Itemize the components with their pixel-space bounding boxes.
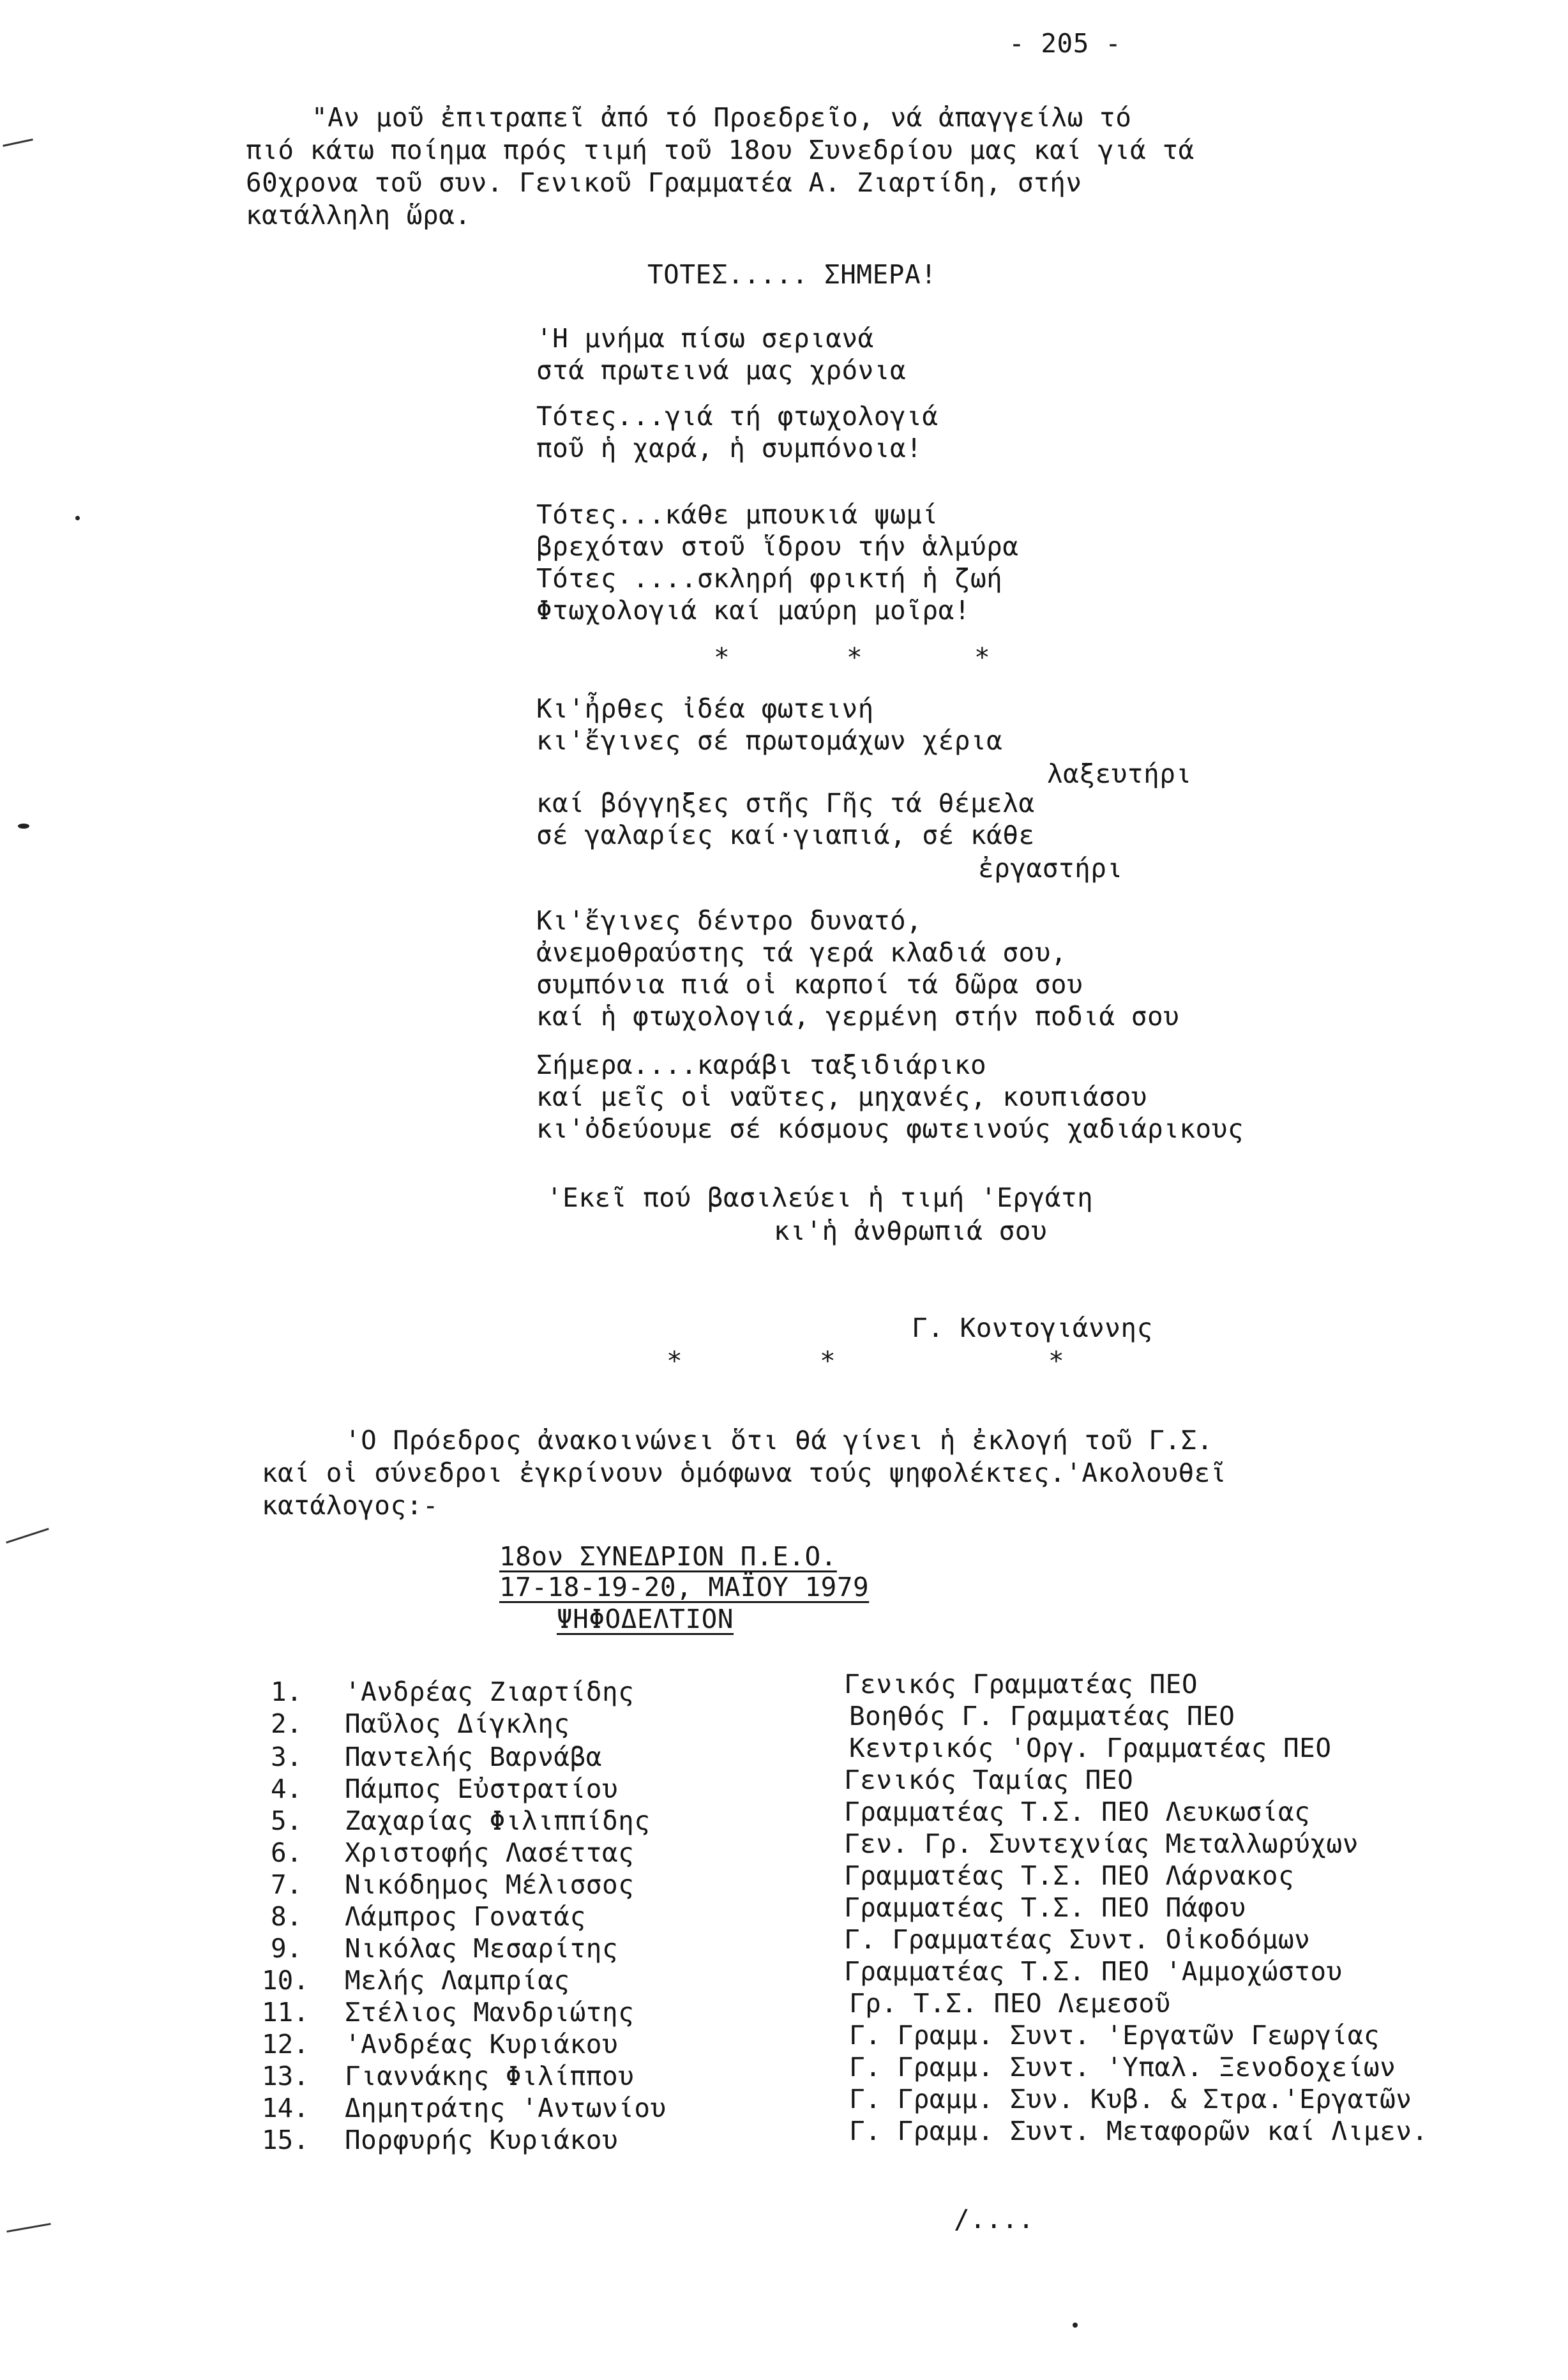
candidate-name: Γιαννάκης Φιλίππου [345, 2061, 635, 2091]
candidate-number: 9. [271, 1933, 303, 1964]
poem-line: Τότες...γιά τή φτωχολογιά [536, 401, 939, 432]
candidate-name: 'Ανδρέας Κυριάκου [345, 2029, 619, 2060]
candidate-number: 2. [271, 1708, 303, 1739]
poem-line: κι'ἡ ἀνθρωπιά σου [774, 1216, 1048, 1246]
star-divider: * [820, 1346, 836, 1376]
poem-line: στά πρωτεινά μας χρόνια [536, 355, 907, 386]
star-divider: * [974, 642, 991, 673]
candidate-name: Μελής Λαμπρίας [345, 1965, 570, 1996]
ballot-heading: 18ον ΣΥΝΕΔΡΙΟΝ Π.Ε.Ο. [499, 1541, 837, 1572]
scan-speck [75, 516, 80, 520]
candidate-role: Γραμματέας Τ.Σ. ΠΕΟ 'Αμμοχώστου [844, 1956, 1343, 1987]
continuation-mark: /.... [954, 2204, 1034, 2234]
star-divider: * [1048, 1346, 1065, 1376]
poem-title: ΤΟΤΕΣ..... ΣΗΜΕΡΑ! [647, 259, 937, 290]
candidate-name: Νικόλας Μεσαρίτης [345, 1933, 619, 1964]
candidate-role: Γ. Γραμμ. Συντ. Μεταφορῶν καί Λιμεν. [849, 2116, 1428, 2146]
poem-line: σέ γαλαρίες καί·γιαπιά, σέ κάθε [536, 820, 1035, 850]
candidate-number: 13. [262, 2061, 310, 2091]
star-divider: * [714, 642, 730, 673]
poem-line: βρεχόταν στοῦ ἵδρου τήν ἁλμύρα [536, 531, 1019, 562]
candidate-name: Δημητράτης 'Αντωνίου [345, 2093, 667, 2123]
poem-line: Φτωχολογιά καί μαύρη μοῖρα! [536, 595, 970, 626]
candidate-role: Γραμματέας Τ.Σ. ΠΕΟ Λάρνακος [844, 1860, 1295, 1891]
candidate-number: 6. [271, 1837, 303, 1868]
candidate-role: Γ. Γραμμ. Συντ. 'Υπαλ. Ξενοδοχείων [849, 2052, 1396, 2082]
scan-speck [1073, 2323, 1078, 2328]
poem-line: ἀνεμοθραύστης τά γερά κλαδιά σου, [536, 937, 1067, 968]
candidate-number: 14. [262, 2093, 310, 2123]
candidate-number: 11. [262, 1997, 310, 2028]
candidate-name: Ζαχαρίας Φιλιππίδης [345, 1805, 651, 1836]
poem-line: συμπόνια πιά οἱ καρποί τά δῶρα σου [536, 969, 1083, 1000]
scan-mark [3, 139, 33, 147]
candidate-name: Παῦλος Δίγκλης [345, 1708, 570, 1739]
candidate-name: Πορφυρής Κυριάκου [345, 2125, 619, 2155]
candidate-number: 15. [262, 2125, 310, 2155]
star-divider: * [667, 1346, 683, 1376]
scan-speck [18, 824, 29, 829]
poem-line: Σήμερα....καράβι ταξιδιάρικο [536, 1050, 987, 1080]
intro-line: πιό κάτω ποίημα πρός τιμή τοῦ 18ου Συνεδρίου μας καί γιά τά [246, 135, 1195, 165]
candidate-number: 8. [271, 1901, 303, 1932]
candidate-role: Γραμματέας Τ.Σ. ΠΕΟ Πάφου [844, 1892, 1246, 1923]
candidate-role: Γ. Γραμμ. Συν. Κυβ. & Στρα.'Εργατῶν [849, 2084, 1412, 2114]
candidate-number: 1. [271, 1676, 303, 1707]
poem-line: ἐργαστήρι [978, 853, 1123, 884]
candidate-name: Παντελής Βαρνάβα [345, 1742, 602, 1772]
poem-line: Τότες...κάθε μπουκιά ψωμί [536, 499, 939, 530]
signature: Γ. Κοντογιάννης [912, 1313, 1153, 1343]
poem-line: καί μεῖς οἱ ναῦτες, μηχανές, κουπιάσου [536, 1081, 1147, 1112]
candidate-name: Στέλιος Μανδριώτης [345, 1997, 635, 2028]
candidate-number: 10. [262, 1965, 310, 1996]
candidate-name: Χριστοφής Λασέττας [345, 1837, 635, 1868]
poem-line: Τότες ....σκληρή φρικτή ἡ ζωή [536, 563, 1003, 594]
poem-line: λαξευτήρι [1047, 758, 1192, 789]
candidate-role: Γ. Γραμμ. Συντ. 'Εργατῶν Γεωργίας [849, 2020, 1380, 2051]
candidate-role: Βοηθός Γ. Γραμματέας ΠΕΟ [849, 1701, 1235, 1731]
poem-line: καί βόγγηξες στῆς Γῆς τά θέμελα [536, 788, 1035, 818]
announcement-line: κατάλογος:- [262, 1490, 439, 1521]
announcement-line: 'Ο Πρόεδρος ἀνακοινώνει ὅτι θά γίνει ἡ ἐκλογή τοῦ Γ.Σ. [345, 1425, 1213, 1456]
candidate-name: Λάμπρος Γονατάς [345, 1901, 586, 1932]
candidate-name: Πάμπος Εὐστρατίου [345, 1774, 619, 1804]
scan-mark [6, 1528, 49, 1543]
announcement-line: καί οἱ σύνεδροι ἐγκρίνουν ὁμόφωνα τούς ψηφολέκτες.'Ακολουθεῖ [262, 1457, 1227, 1488]
intro-line: κατάλληλη ὥρα. [246, 200, 471, 230]
star-divider: * [847, 642, 863, 673]
candidate-number: 5. [271, 1805, 303, 1836]
candidate-number: 7. [271, 1869, 303, 1900]
poem-line: ποῦ ἡ χαρά, ἡ συμπόνοια! [536, 433, 923, 463]
candidate-name: Νικόδημος Μέλισσος [345, 1869, 635, 1900]
candidate-role: Γεν. Γρ. Συντεχνίας Μεταλλωρύχων [844, 1828, 1359, 1859]
poem-line: κι'ὀδεύουμε σέ κόσμους φωτεινούς χαδιάρικους [536, 1113, 1244, 1144]
intro-line: 60χρονα τοῦ συν. Γενικοῦ Γραμματέα Α. Ζιαρτίδη, στήν [246, 167, 1082, 198]
candidate-role: Κεντρικός 'Οργ. Γραμματέας ΠΕΟ [849, 1733, 1332, 1763]
candidate-number: 4. [271, 1774, 303, 1804]
candidate-role: Γενικός Γραμματέας ΠΕΟ [844, 1669, 1198, 1699]
candidate-name: 'Ανδρέας Ζιαρτίδης [345, 1676, 635, 1707]
candidate-role: Γενικός Ταμίας ΠΕΟ [844, 1765, 1134, 1795]
poem-line: κι'ἔγινες σέ πρωτομάχων χέρια [536, 725, 1003, 756]
poem-line: 'Εκεῖ πού βασιλεύει ἡ τιμή 'Εργάτη [547, 1182, 1094, 1213]
poem-line: Κι'ἦρθες ἰδέα φωτεινή [536, 693, 874, 724]
poem-line: Κι'ἔγινες δέντρο δυνατό, [536, 905, 923, 936]
scan-mark [6, 2223, 50, 2233]
candidate-number: 12. [262, 2029, 310, 2060]
ballot-dates: 17-18-19-20, ΜΑΪΟΥ 1979 [499, 1572, 870, 1602]
candidate-role: Γρ. Τ.Σ. ΠΕΟ Λεμεσοῦ [849, 1988, 1171, 2019]
ballot-title: ΨΗΦΟΔΕΛΤΙΟΝ [557, 1604, 734, 1634]
poem-line: 'Η μνήμα πίσω σεριανά [536, 323, 874, 354]
poem-line: καί ἡ φτωχολογιά, γερμένη στήν ποδιά σου [536, 1001, 1180, 1032]
candidate-role: Γ. Γραμματέας Συντ. Οἰκοδόμων [844, 1924, 1311, 1955]
candidate-role: Γραμματέας Τ.Σ. ΠΕΟ Λευκωσίας [844, 1796, 1311, 1827]
candidate-number: 3. [271, 1742, 303, 1772]
intro-line: "Αν μοῦ ἐπιτραπεῖ ἀπό τό Προεδρεῖο, νά ἀπαγγείλω τό [312, 102, 1132, 133]
page-number: - 205 - [1009, 28, 1122, 59]
